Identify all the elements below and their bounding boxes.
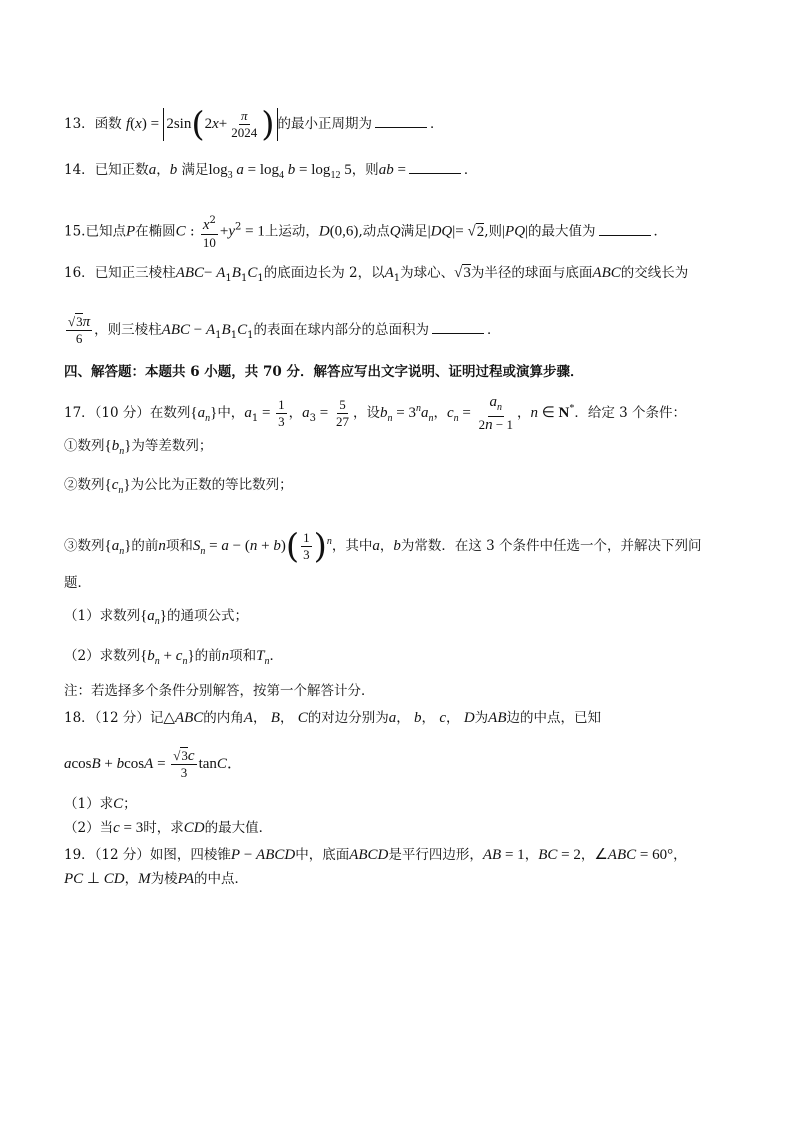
section-heading: 四、解答题：本题共 6 小题，共 70 分．解答应写出文字说明、证明过程或演算步骤． — [64, 364, 584, 380]
question-16: 16．已知正三棱柱$ABC- A_1B_1C_1$的底面边长为 2，以$A_1$为球心、√3为半径的球面与底面ABC的交线长为 — [64, 265, 689, 284]
q18-part-1: （1）求C； — [64, 796, 137, 812]
question-19: 19．（12 分）如图，四棱锥P − ABCD中，底面ABCD是平行四边形，AB = 1，BC = 2，∠ABC = 60°， — [64, 847, 687, 863]
question-18-formula: acosB + bcosA = $\frac{√3c}{3}$ tanC． — [64, 748, 242, 780]
note: 注：若选择多个条件分别解答，按第一个解答计分． — [64, 683, 375, 699]
question-15: 15.已知点P在椭圆C : $\frac{x^2}{10}$ $+y^2 = 1$上运动，D(0,6),动点Q满足|DQ|= √2,则|PQ|的最大值为 ． — [64, 215, 668, 250]
part-2: （2）求数列$\{b_n + c_n\}$的前n项和$T_n$． — [64, 648, 283, 667]
part-1: （1）求数列$\{a_n\}$的通项公式； — [64, 608, 248, 627]
q18-part-2: （2）当c = 3时，求CD的最大值． — [64, 820, 273, 836]
question-18: 18．（12 分）记△ABC的内角A， B， C的对边分别为a， b， c， D为AB边的中点，已知 — [64, 710, 601, 726]
condition-1: ①数列$\{b_n\}$为等差数列； — [64, 438, 213, 457]
question-17: 17．（10 分）在数列$\{a_n\}$中，$a_1$ = $\frac{1}{3}$ ，$a_3$ = $\frac{5}{27}$ ，设$b_n = 3^na_n$，$c_n$ = $\frac{a_n}{2n - 1}$ ，n ∈ N*．给定 3 个条件： — [64, 394, 687, 433]
question-19-cont: PC ⊥ CD，M为棱PA的中点． — [64, 871, 248, 887]
condition-2: ②数列$\{c_n\}$为公比为正数的等比数列； — [64, 477, 293, 496]
question-13: 13．函数 f(x) = 2sin(2x+ $\frac{\pi}{2024}$ ) 的最小正周期为 ． — [64, 104, 444, 145]
question-14: 14．已知正数a，b 满足$\log_3 a = \log_4 b = \log_{12} 5$，则ab = ． — [64, 162, 478, 181]
question-16-cont: $\frac{√3\pi}{6}$ ，则三棱柱ABC − $A_1B_1C_1$的表面在球内部分的总面积为 ． — [68, 314, 501, 346]
answer-blank — [375, 115, 427, 128]
answer-blank — [409, 161, 461, 174]
answer-blank — [599, 223, 651, 236]
condition-3: ③数列$\{a_n\}$的前n项和$S_n = a - (n + b)$( $\frac{1}{3}$ )$^n$，其中a，b为常数．在这 3 个条件中任选一个，并解决下列问 — [64, 526, 702, 567]
condition-3-cont: 题． — [64, 575, 91, 591]
answer-blank — [432, 321, 484, 334]
